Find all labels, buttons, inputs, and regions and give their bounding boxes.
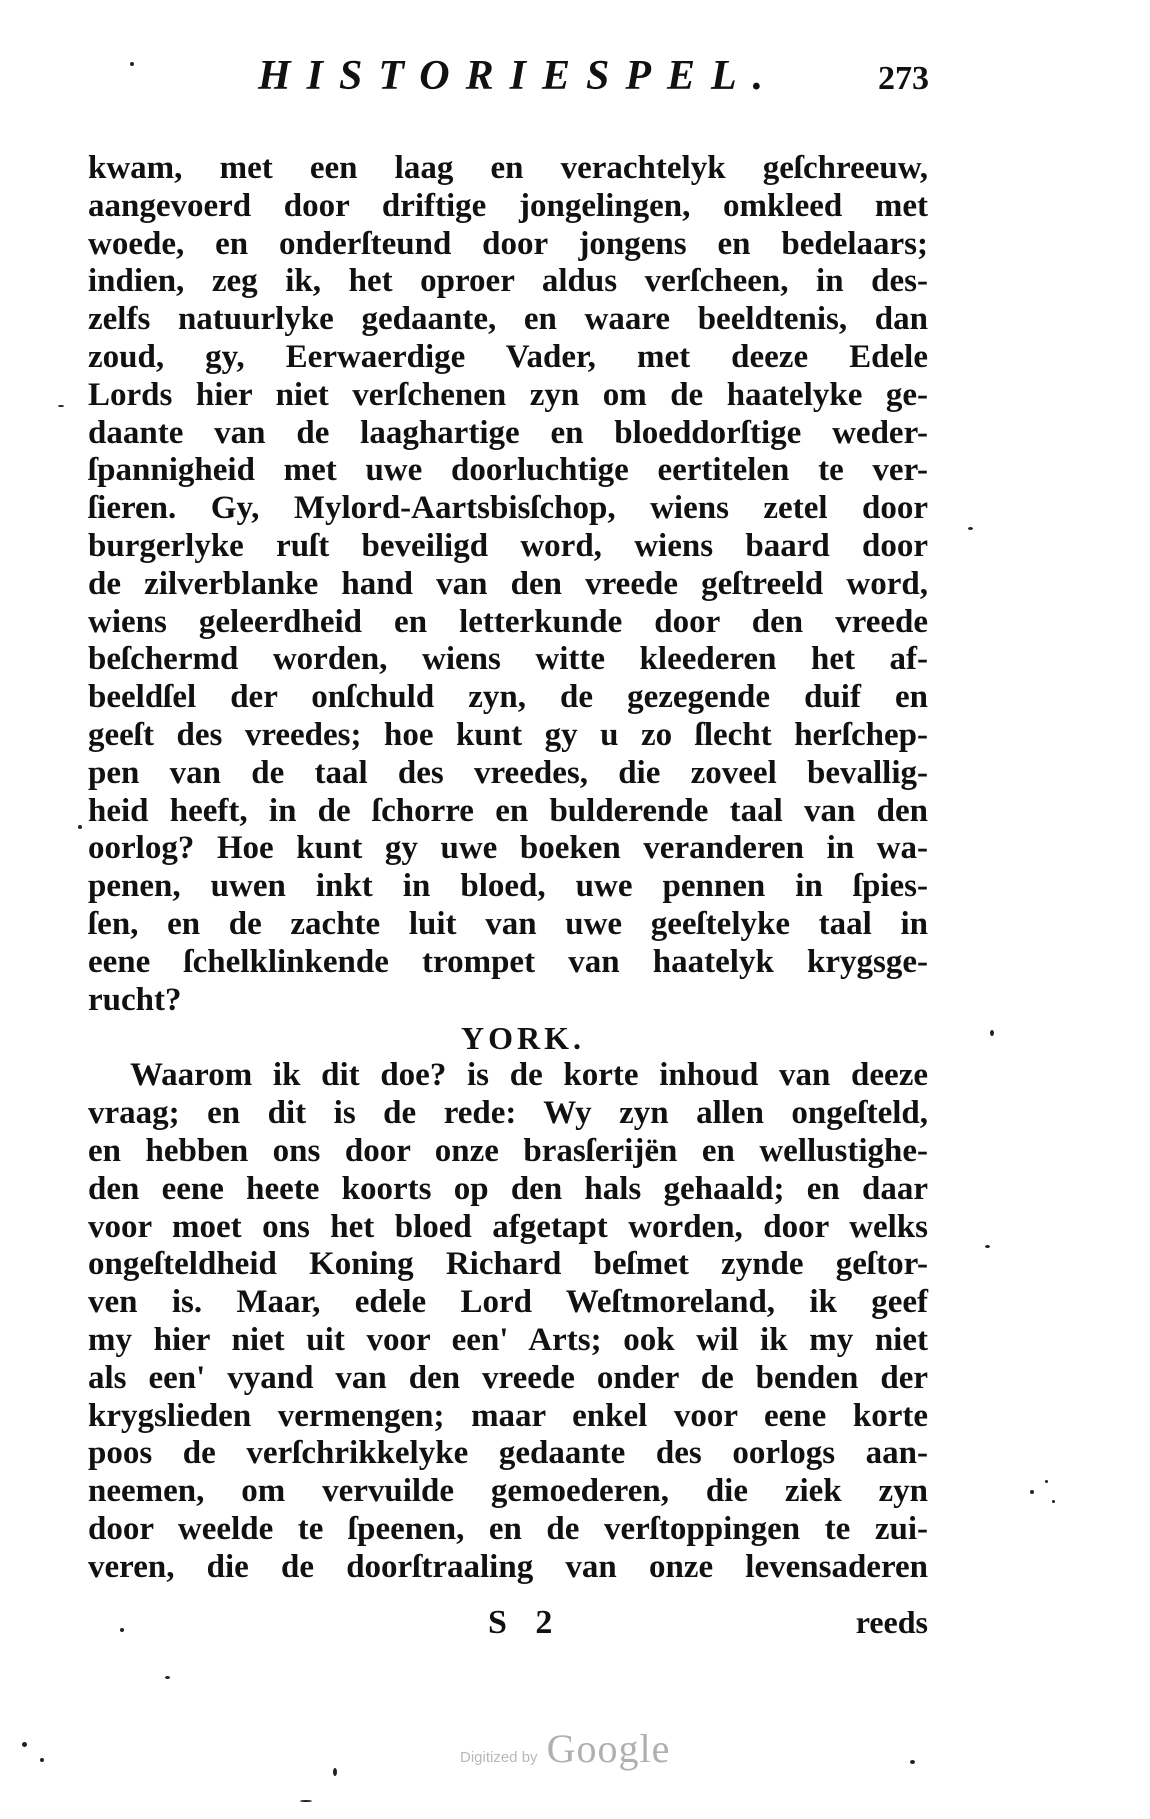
text-line: zoud, gy, Eerwaerdige Vader, met deeze Edele: [88, 338, 928, 375]
scan-speck: [968, 527, 973, 530]
catchword: reeds: [855, 1604, 928, 1640]
text-line: zelfs natuurlyke gedaante, en waare beeldtenis, dan: [88, 301, 928, 338]
speaker-heading: YORK.: [461, 1020, 585, 1057]
watermark-brand: Google: [546, 1726, 671, 1771]
speech-line: veren, die de doorſtraaling van onze levensaderen: [88, 1548, 928, 1585]
speech-line: krygslieden vermengen; maar enkel voor eene korte: [88, 1397, 928, 1434]
speech-line: en hebben ons door onze brasſerijën en wellustighe-: [88, 1132, 928, 1169]
running-title: HISTORIESPEL.: [258, 53, 780, 99]
speech-line: ven is. Maar, edele Lord Weſtmoreland, ik geef: [88, 1284, 928, 1321]
speech-line: door weelde te ſpeenen, en de verſtoppingen te zui-: [88, 1510, 928, 1547]
text-line: penen, uwen inkt in bloed, uwe pennen in ſpies-: [88, 868, 928, 905]
scan-speck: [130, 62, 134, 66]
page-number: 273: [878, 60, 929, 97]
scan-speck: [910, 1760, 915, 1764]
text-line: ſieren. Gy, Mylord-Aartsbisſchop, wiens zetel door: [88, 490, 928, 527]
text-line: Lords hier niet verſchenen zyn om de haatelyke ge-: [88, 376, 928, 413]
speech-line: als een' vyand van den vreede onder de benden der: [88, 1359, 928, 1396]
scan-speck: [1030, 1490, 1034, 1494]
scan-speck: [333, 1768, 337, 1776]
speech-line: neemen, om vervuilde gemoederen, die ziek zyn: [88, 1473, 928, 1510]
text-line: heid heeft, in de ſchorre en bulderende taal van den: [88, 792, 928, 829]
text-line: ſen, en de zachte luit van uwe geeſtelyke taal in: [88, 905, 928, 942]
text-line: daante van de laaghartige en bloeddorſtige weder-: [88, 414, 928, 451]
speech-line: voor moet ons het bloed afgetapt worden, door welks: [88, 1208, 928, 1245]
scan-speck: [985, 1245, 990, 1248]
text-line: rucht?: [88, 981, 182, 1018]
speech-line: poos de verſchrikkelyke gedaante des oorlogs aan-: [88, 1435, 928, 1472]
speech-line: den eene heete koorts op den hals gehaald; en daar: [88, 1170, 928, 1207]
text-line: wiens geleerdheid en letterkunde door den vreede: [88, 603, 928, 640]
text-line: geeſt des vreedes; hoe kunt gy u zo ſlecht herſchep-: [88, 716, 928, 753]
scan-speck: [1052, 1500, 1055, 1503]
speech-line: ongeſteldheid Koning Richard beſmet zynde geſtor-: [88, 1246, 928, 1283]
text-line: beeldſel der onſchuld zyn, de gezegende duif en: [88, 679, 928, 716]
text-line: burgerlyke ruſt beveiligd word, wiens baard door: [88, 527, 928, 564]
watermark-prefix: Digitized by: [460, 1749, 538, 1766]
digitization-watermark: [460, 1725, 670, 1775]
text-line: ſpannigheid met uwe doorluchtige eertitelen te ver-: [88, 452, 928, 489]
text-line: indien, zeg ik, het oproer aldus verſcheen, in des-: [88, 263, 928, 300]
text-line: oorlog? Hoe kunt gy uwe boeken veranderen in wa-: [88, 830, 928, 867]
scan-speck: [78, 825, 82, 829]
speech-line: my hier niet uit voor een' Arts; ook wil ik my niet: [88, 1321, 928, 1358]
scan-speck: [300, 1800, 312, 1802]
text-line: woede, en onderſteund door jongens en bedelaars;: [88, 225, 928, 262]
scan-speck: [165, 1676, 170, 1679]
scan-speck: [22, 1742, 27, 1747]
scan-speck: [40, 1758, 44, 1762]
text-line: aangevoerd door driftige jongelingen, omkleed met: [88, 187, 928, 224]
signature-mark: S 2: [488, 1604, 563, 1641]
text-line: de zilverblanke hand van den vreede geſtreeld word,: [88, 565, 928, 602]
scan-speck: [120, 1628, 124, 1632]
text-line: kwam, met een laag en verachtelyk geſchreeuw,: [88, 150, 928, 186]
page-header: [258, 52, 958, 112]
scan-speck: [1045, 1480, 1048, 1483]
text-line: pen van de taal des vreedes, die zoveel bevallig-: [88, 754, 928, 791]
speech-line: Waarom ik dit doe? is de korte inhoud van deeze: [130, 1057, 928, 1094]
speech-line: vraag; en dit is de rede: Wy zyn allen ongeſteld,: [88, 1095, 928, 1132]
scan-speck: [58, 405, 64, 407]
page-footer: [88, 1604, 928, 1648]
scan-speck: [990, 1030, 994, 1036]
text-line: eene ſchelklinkende trompet van haatelyk krygsge-: [88, 943, 928, 980]
body-text: [88, 150, 928, 1586]
text-line: beſchermd worden, wiens witte kleederen het af-: [88, 641, 928, 678]
